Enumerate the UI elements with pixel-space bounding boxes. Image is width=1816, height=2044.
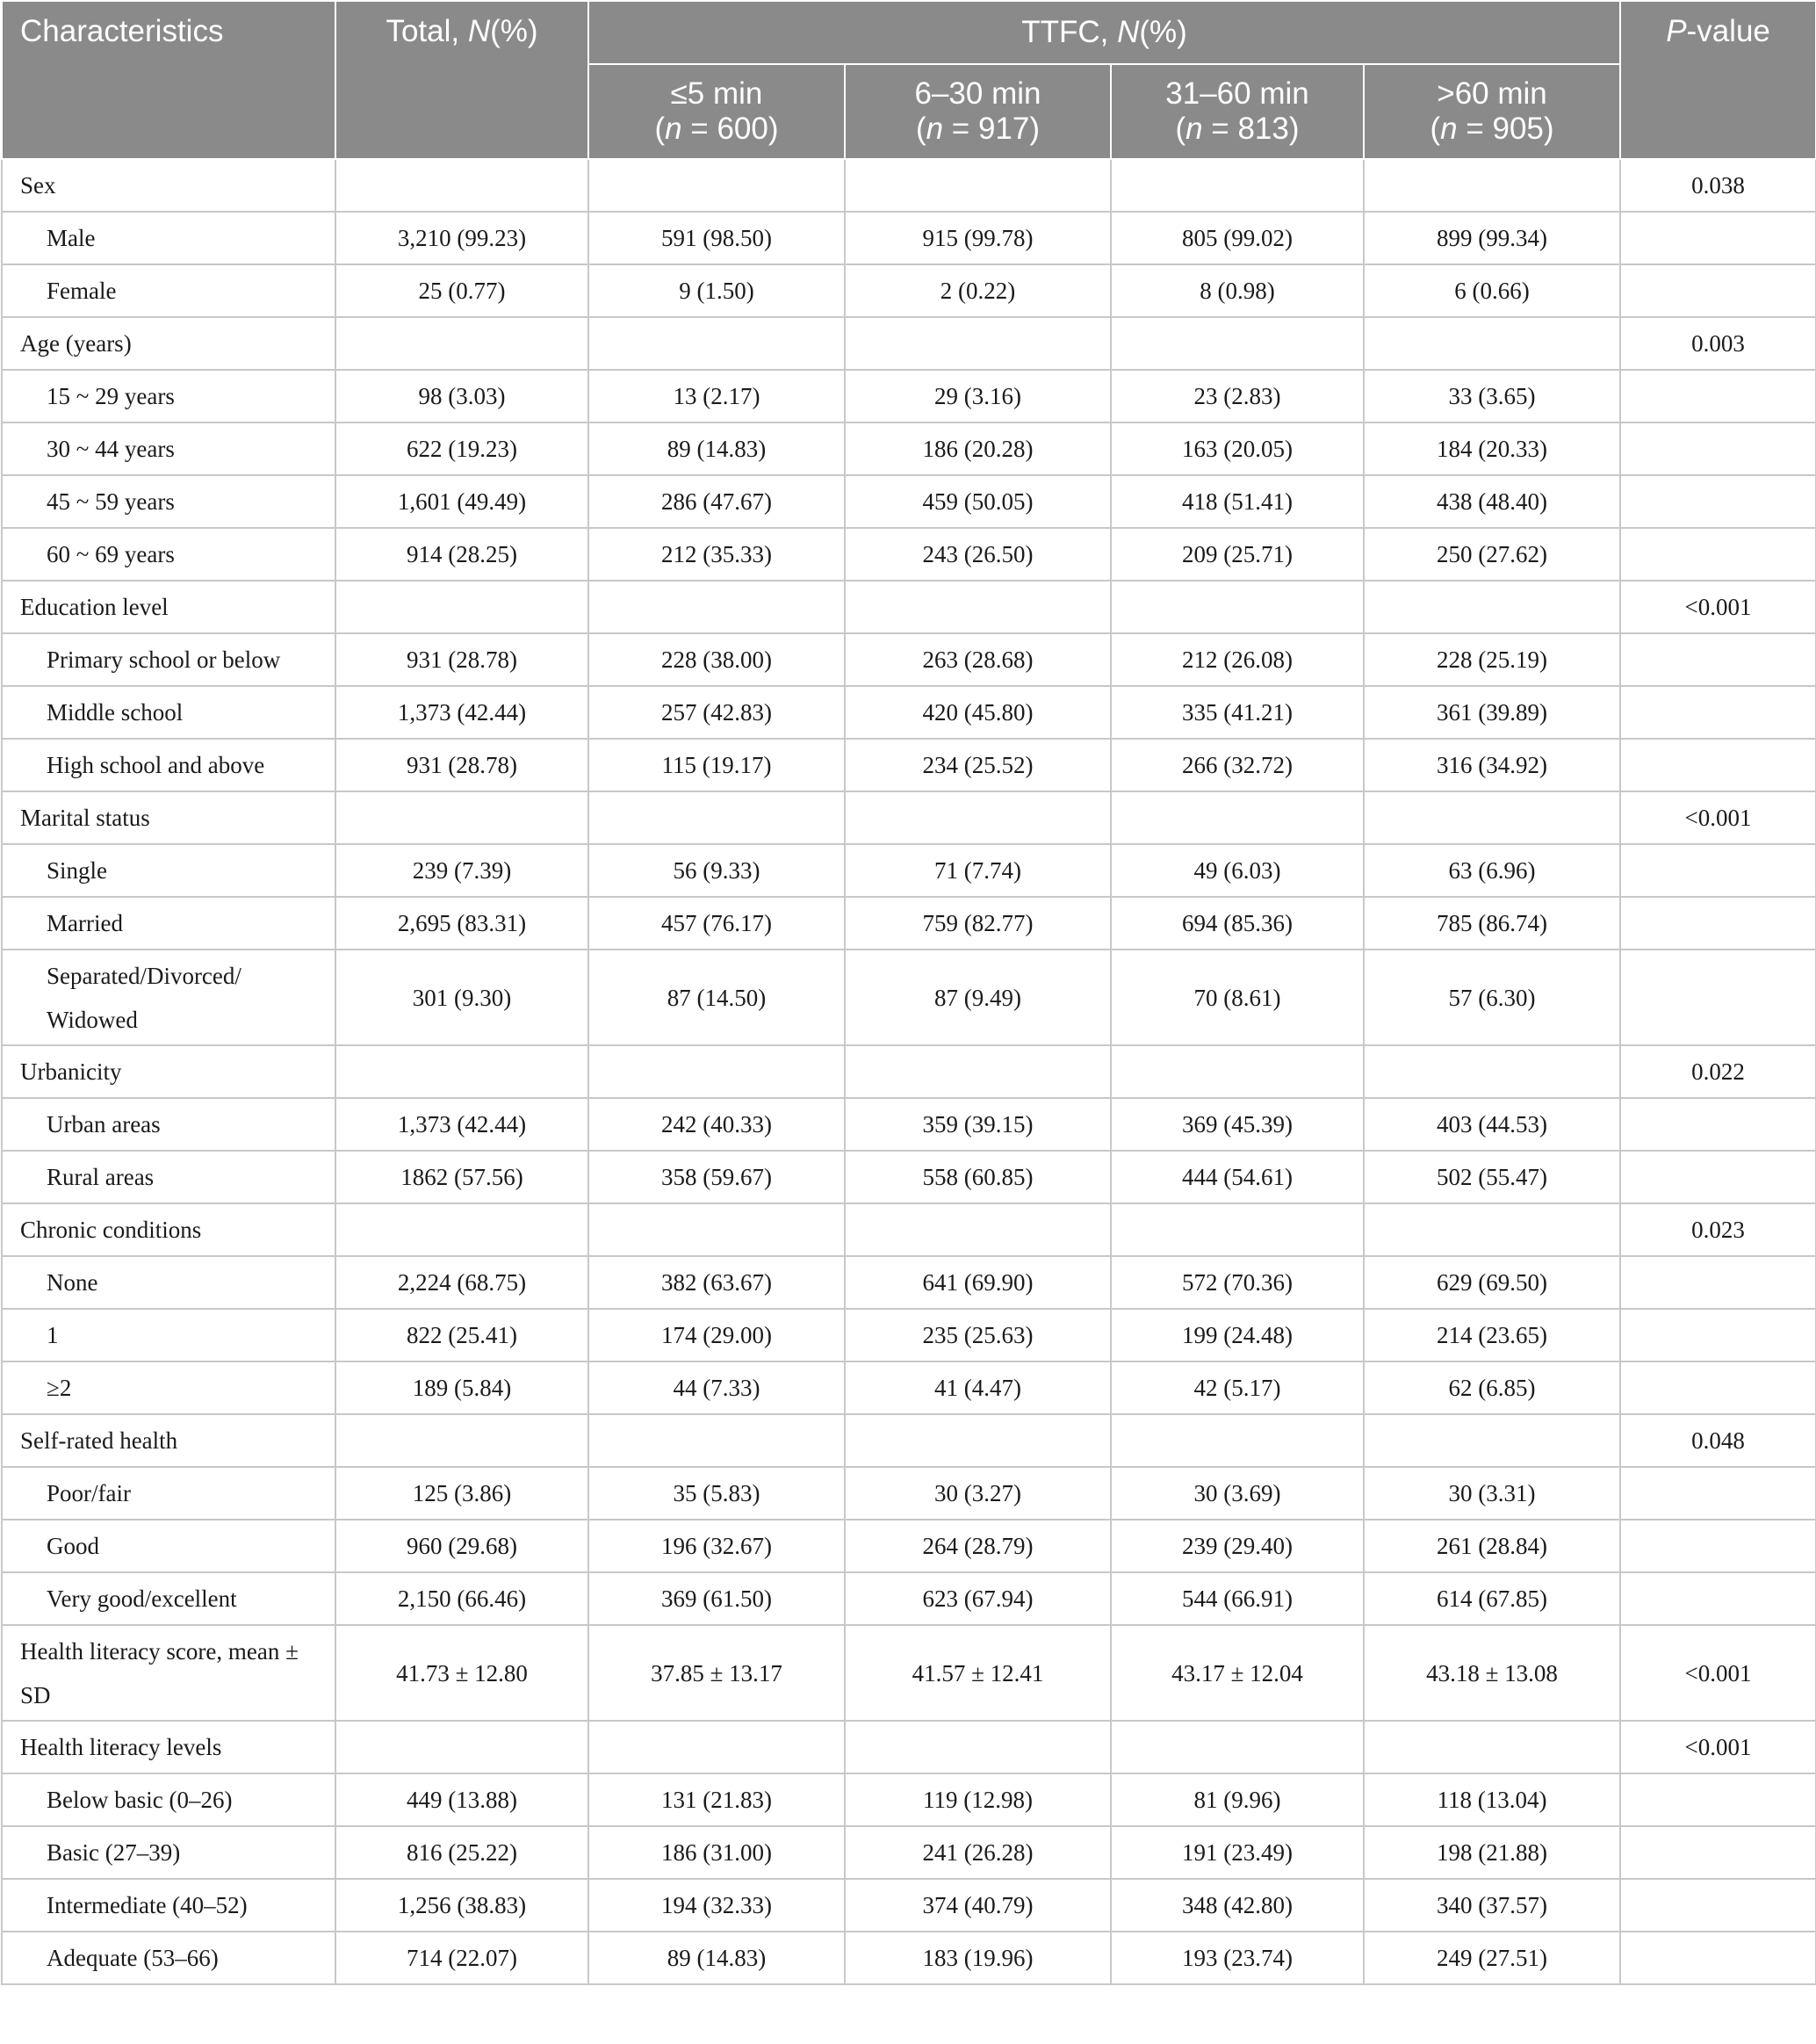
cell-g4 [1364,1414,1620,1467]
cell-p [1620,633,1816,686]
header-total-text: Total, [386,14,468,48]
table-row [2,528,1816,581]
header-ttfc-n: N [1117,14,1140,49]
cell-g4: 30 (3.31) [1364,1467,1620,1520]
cell-g2: 30 (3.27) [845,1467,1111,1520]
cell-g3 [1111,1045,1364,1098]
cell-g3 [1111,317,1364,370]
row-label: Marital status [2,791,335,844]
header-total [335,1,588,159]
header-group-n-italic: n [1440,112,1458,146]
cell-g4: 6 (0.66) [1364,264,1620,317]
cell-total: 2,150 (66.46) [335,1572,588,1625]
table-row-category [2,1203,1816,1256]
header-group-n-prefix: ( [1175,112,1186,146]
cell-p: <0.001 [1620,791,1816,844]
header-ttfc-text: TTFC, [1021,14,1118,49]
cell-g1 [588,1045,845,1098]
cell-g3 [1111,791,1364,844]
header-total-suffix: (%) [490,14,538,48]
table-row [2,686,1816,739]
cell-g1: 44 (7.33) [588,1361,845,1414]
cell-p [1620,528,1816,581]
cell-total: 125 (3.86) [335,1467,588,1520]
cell-g2: 241 (26.28) [845,1826,1111,1879]
cell-g3: 81 (9.96) [1111,1773,1364,1826]
cell-g1 [588,581,845,633]
cell-p [1620,423,1816,475]
cell-g2: 459 (50.05) [845,475,1111,528]
cell-g2: 420 (45.80) [845,686,1111,739]
cell-g4 [1364,581,1620,633]
cell-g2: 71 (7.74) [845,844,1111,897]
cell-g3 [1111,1203,1364,1256]
cell-g4: 62 (6.85) [1364,1361,1620,1414]
table-row [2,264,1816,317]
cell-total: 1,256 (38.83) [335,1879,588,1932]
cell-g1 [588,317,845,370]
cell-p [1620,1826,1816,1879]
cell-g1: 196 (32.67) [588,1520,845,1572]
cell-p [1620,950,1816,1045]
header-group-n-value: = 905) [1457,112,1554,146]
header-group-range: >60 min [1437,76,1547,111]
table-body [2,159,1816,1984]
row-label: Education level [2,581,335,633]
cell-p [1620,686,1816,739]
cell-g2: 243 (26.50) [845,528,1111,581]
cell-g4: 214 (23.65) [1364,1309,1620,1361]
table-row [2,1879,1816,1932]
cell-g2 [845,581,1111,633]
cell-g4: 614 (67.85) [1364,1572,1620,1625]
table-row [2,1309,1816,1361]
cell-p: <0.001 [1620,1625,1816,1721]
cell-g1: 228 (38.00) [588,633,845,686]
row-label: Very good/excellent [2,1572,335,1625]
table-row-category [2,581,1816,633]
cell-p: 0.023 [1620,1203,1816,1256]
table-row-category [2,1721,1816,1773]
table-row [2,739,1816,791]
cell-g2: 2 (0.22) [845,264,1111,317]
header-total-n: N [467,14,491,48]
cell-total: 960 (29.68) [335,1520,588,1572]
cell-total: 914 (28.25) [335,528,588,581]
cell-total [335,1203,588,1256]
cell-g4: 438 (48.40) [1364,475,1620,528]
cell-g4 [1364,1721,1620,1773]
table-row-category [2,159,1816,212]
cell-total: 2,224 (68.75) [335,1256,588,1309]
header-group-1 [588,64,845,159]
row-label: Chronic conditions [2,1203,335,1256]
table-row [2,950,1816,1045]
row-label: Age (years) [2,317,335,370]
cell-g4: 57 (6.30) [1364,950,1620,1045]
cell-g1 [588,1414,845,1467]
row-label: Urbanicity [2,1045,335,1098]
table-row [2,897,1816,950]
cell-g3: 70 (8.61) [1111,950,1364,1045]
cell-g1: 131 (21.83) [588,1773,845,1826]
cell-g4: 785 (86.74) [1364,897,1620,950]
cell-total [335,791,588,844]
cell-g3: 418 (51.41) [1111,475,1364,528]
cell-g3: 212 (26.08) [1111,633,1364,686]
cell-total: 189 (5.84) [335,1361,588,1414]
table-row [2,423,1816,475]
table-row [2,1467,1816,1520]
cell-total: 41.73 ± 12.80 [335,1625,588,1721]
cell-g3: 199 (24.48) [1111,1309,1364,1361]
cell-g1: 87 (14.50) [588,950,845,1045]
cell-g4: 899 (99.34) [1364,212,1620,264]
table-row [2,633,1816,686]
row-label: Adequate (53–66) [2,1932,335,1984]
cell-g3: 193 (23.74) [1111,1932,1364,1984]
table-row [2,1773,1816,1826]
cell-total: 1,373 (42.44) [335,1098,588,1151]
cell-total: 449 (13.88) [335,1773,588,1826]
table-row [2,475,1816,528]
cell-g4: 340 (37.57) [1364,1879,1620,1932]
cell-g1: 9 (1.50) [588,264,845,317]
cell-g4: 249 (27.51) [1364,1932,1620,1984]
cell-p: 0.022 [1620,1045,1816,1098]
cell-g1: 194 (32.33) [588,1879,845,1932]
cell-p: <0.001 [1620,1721,1816,1773]
cell-g2: 915 (99.78) [845,212,1111,264]
cell-total: 1,373 (42.44) [335,686,588,739]
row-label: None [2,1256,335,1309]
row-label: 60 ~ 69 years [2,528,335,581]
cell-p [1620,1932,1816,1984]
header-group-range: ≤5 min [670,76,763,111]
cell-g1: 89 (14.83) [588,423,845,475]
row-label: Single [2,844,335,897]
cell-total: 816 (25.22) [335,1826,588,1879]
cell-g2: 41.57 ± 12.41 [845,1625,1111,1721]
cell-g3 [1111,1721,1364,1773]
header-group-n-italic: n [926,112,944,146]
cell-total [335,159,588,212]
row-label: 1 [2,1309,335,1361]
table-row [2,1520,1816,1572]
cell-p: 0.003 [1620,317,1816,370]
table-row [2,1098,1816,1151]
header-characteristics: Characteristics [2,1,335,159]
cell-p: <0.001 [1620,581,1816,633]
cell-g3: 544 (66.91) [1111,1572,1364,1625]
header-group-3 [1111,64,1364,159]
table-row [2,1256,1816,1309]
table-row [2,1826,1816,1879]
cell-g4 [1364,1045,1620,1098]
cell-g2: 87 (9.49) [845,950,1111,1045]
header-pvalue-suffix: -value [1686,14,1770,48]
table-row-category [2,1625,1816,1721]
cell-g4 [1364,791,1620,844]
cell-g3 [1111,159,1364,212]
cell-p [1620,1520,1816,1572]
cell-g3: 163 (20.05) [1111,423,1364,475]
row-label: Good [2,1520,335,1572]
table-row [2,212,1816,264]
cell-g1: 37.85 ± 13.17 [588,1625,845,1721]
cell-g2: 235 (25.63) [845,1309,1111,1361]
cell-g1: 89 (14.83) [588,1932,845,1984]
header-ttfc-suffix: (%) [1139,14,1187,49]
characteristics-table [1,0,1816,1985]
table-header [2,1,1816,159]
header-ttfc [588,1,1620,64]
cell-g4: 629 (69.50) [1364,1256,1620,1309]
cell-g1: 591 (98.50) [588,212,845,264]
cell-g2: 759 (82.77) [845,897,1111,950]
cell-total: 239 (7.39) [335,844,588,897]
cell-g1 [588,1721,845,1773]
cell-total: 622 (19.23) [335,423,588,475]
cell-g3: 444 (54.61) [1111,1151,1364,1203]
cell-g3: 191 (23.49) [1111,1826,1364,1879]
cell-g2: 641 (69.90) [845,1256,1111,1309]
row-label: Self-rated health [2,1414,335,1467]
row-label: Poor/fair [2,1467,335,1520]
cell-g4: 316 (34.92) [1364,739,1620,791]
cell-total: 714 (22.07) [335,1932,588,1984]
cell-p [1620,1151,1816,1203]
header-group-n-prefix: ( [915,112,926,146]
cell-g2 [845,791,1111,844]
cell-g1: 257 (42.83) [588,686,845,739]
header-group-n-value: = 600) [681,112,779,146]
cell-g1: 457 (76.17) [588,897,845,950]
cell-g3: 239 (29.40) [1111,1520,1364,1572]
cell-total: 98 (3.03) [335,370,588,423]
table-row [2,1572,1816,1625]
row-label: Separated/Divorced/ Widowed [2,950,335,1045]
cell-total [335,581,588,633]
table-row [2,844,1816,897]
cell-g3: 209 (25.71) [1111,528,1364,581]
table-row-category [2,317,1816,370]
row-label: High school and above [2,739,335,791]
cell-g4: 63 (6.96) [1364,844,1620,897]
cell-g3: 369 (45.39) [1111,1098,1364,1151]
cell-g4: 43.18 ± 13.08 [1364,1625,1620,1721]
cell-p: 0.038 [1620,159,1816,212]
cell-g4: 403 (44.53) [1364,1098,1620,1151]
table-row-category [2,1045,1816,1098]
cell-g4: 118 (13.04) [1364,1773,1620,1826]
cell-total: 1862 (57.56) [335,1151,588,1203]
cell-total: 931 (28.78) [335,739,588,791]
cell-total [335,1721,588,1773]
cell-p [1620,1773,1816,1826]
cell-g1 [588,159,845,212]
row-label: Health literacy levels [2,1721,335,1773]
cell-g4: 198 (21.88) [1364,1826,1620,1879]
table-row [2,1361,1816,1414]
row-label: Male [2,212,335,264]
cell-g3: 266 (32.72) [1111,739,1364,791]
row-label: Primary school or below [2,633,335,686]
cell-g4: 250 (27.62) [1364,528,1620,581]
cell-g3: 30 (3.69) [1111,1467,1364,1520]
row-label: Below basic (0–26) [2,1773,335,1826]
cell-total: 2,695 (83.31) [335,897,588,950]
cell-g3: 694 (85.36) [1111,897,1364,950]
cell-g2: 119 (12.98) [845,1773,1111,1826]
cell-g3: 348 (42.80) [1111,1879,1364,1932]
cell-g1: 242 (40.33) [588,1098,845,1151]
cell-p [1620,1467,1816,1520]
cell-g1: 358 (59.67) [588,1151,845,1203]
cell-g1 [588,1203,845,1256]
cell-g2: 41 (4.47) [845,1361,1111,1414]
cell-g2 [845,1203,1111,1256]
cell-g1: 13 (2.17) [588,370,845,423]
cell-g2: 264 (28.79) [845,1520,1111,1572]
row-label: Female [2,264,335,317]
cell-g1 [588,791,845,844]
cell-g1: 56 (9.33) [588,844,845,897]
cell-g2 [845,1721,1111,1773]
cell-g3: 335 (41.21) [1111,686,1364,739]
cell-g2 [845,159,1111,212]
cell-total [335,1414,588,1467]
cell-g3: 43.17 ± 12.04 [1111,1625,1364,1721]
cell-total: 931 (28.78) [335,633,588,686]
cell-g1: 35 (5.83) [588,1467,845,1520]
cell-g1: 186 (31.00) [588,1826,845,1879]
cell-total [335,317,588,370]
cell-g4: 33 (3.65) [1364,370,1620,423]
cell-g4: 502 (55.47) [1364,1151,1620,1203]
cell-g1: 212 (35.33) [588,528,845,581]
cell-g3 [1111,581,1364,633]
row-label: Middle school [2,686,335,739]
table-row-category [2,1414,1816,1467]
cell-g1: 382 (63.67) [588,1256,845,1309]
cell-g2: 234 (25.52) [845,739,1111,791]
table-row [2,1932,1816,1984]
cell-g1: 174 (29.00) [588,1309,845,1361]
cell-g2: 183 (19.96) [845,1932,1111,1984]
row-label: 15 ~ 29 years [2,370,335,423]
cell-total [335,1045,588,1098]
cell-total: 1,601 (49.49) [335,475,588,528]
cell-g2 [845,1414,1111,1467]
row-label: 30 ~ 44 years [2,423,335,475]
cell-g2: 623 (67.94) [845,1572,1111,1625]
row-label: Urban areas [2,1098,335,1151]
cell-g2: 29 (3.16) [845,370,1111,423]
header-group-n-prefix: ( [1430,112,1441,146]
cell-g3: 23 (2.83) [1111,370,1364,423]
cell-g2 [845,317,1111,370]
cell-g4 [1364,159,1620,212]
cell-total: 25 (0.77) [335,264,588,317]
row-label: ≥2 [2,1361,335,1414]
row-label: Rural areas [2,1151,335,1203]
cell-total: 822 (25.41) [335,1309,588,1361]
cell-p [1620,1309,1816,1361]
cell-p: 0.048 [1620,1414,1816,1467]
cell-g1: 369 (61.50) [588,1572,845,1625]
row-label: 45 ~ 59 years [2,475,335,528]
row-label: Sex [2,159,335,212]
table-row [2,370,1816,423]
cell-g3: 805 (99.02) [1111,212,1364,264]
header-group-n-prefix: ( [654,112,666,146]
cell-g4: 228 (25.19) [1364,633,1620,686]
cell-g3: 8 (0.98) [1111,264,1364,317]
cell-total: 3,210 (99.23) [335,212,588,264]
header-group-n-italic: n [665,112,682,146]
cell-p [1620,1879,1816,1932]
table-row [2,1151,1816,1203]
cell-p [1620,844,1816,897]
row-label: Health literacy score, mean ± SD [2,1625,335,1721]
cell-g4 [1364,317,1620,370]
cell-g1: 115 (19.17) [588,739,845,791]
cell-g2: 374 (40.79) [845,1879,1111,1932]
cell-p [1620,1572,1816,1625]
header-pvalue-p: P [1666,14,1687,48]
cell-g2 [845,1045,1111,1098]
header-group-2 [845,64,1111,159]
cell-p [1620,1361,1816,1414]
cell-p [1620,475,1816,528]
cell-p [1620,897,1816,950]
table-row-category [2,791,1816,844]
header-group-4 [1364,64,1620,159]
cell-g4: 261 (28.84) [1364,1520,1620,1572]
cell-g3: 572 (70.36) [1111,1256,1364,1309]
cell-g2: 558 (60.85) [845,1151,1111,1203]
cell-g3 [1111,1414,1364,1467]
header-group-n-value: = 813) [1202,112,1300,146]
row-label: Married [2,897,335,950]
cell-g2: 359 (39.15) [845,1098,1111,1151]
header-group-n-italic: n [1185,112,1203,146]
cell-p [1620,264,1816,317]
cell-g4: 361 (39.89) [1364,686,1620,739]
cell-g2: 186 (20.28) [845,423,1111,475]
cell-p [1620,212,1816,264]
cell-g2: 263 (28.68) [845,633,1111,686]
cell-p [1620,1256,1816,1309]
cell-g3: 49 (6.03) [1111,844,1364,897]
cell-total: 301 (9.30) [335,950,588,1045]
cell-p [1620,370,1816,423]
row-label: Basic (27–39) [2,1826,335,1879]
cell-p [1620,739,1816,791]
cell-g3: 42 (5.17) [1111,1361,1364,1414]
header-pvalue [1620,1,1816,159]
cell-g4 [1364,1203,1620,1256]
cell-p [1620,1098,1816,1151]
header-group-range: 31–60 min [1165,76,1309,111]
cell-g1: 286 (47.67) [588,475,845,528]
row-label: Intermediate (40–52) [2,1879,335,1932]
header-group-range: 6–30 min [914,76,1041,111]
header-group-n-value: = 917) [943,112,1041,146]
cell-g4: 184 (20.33) [1364,423,1620,475]
